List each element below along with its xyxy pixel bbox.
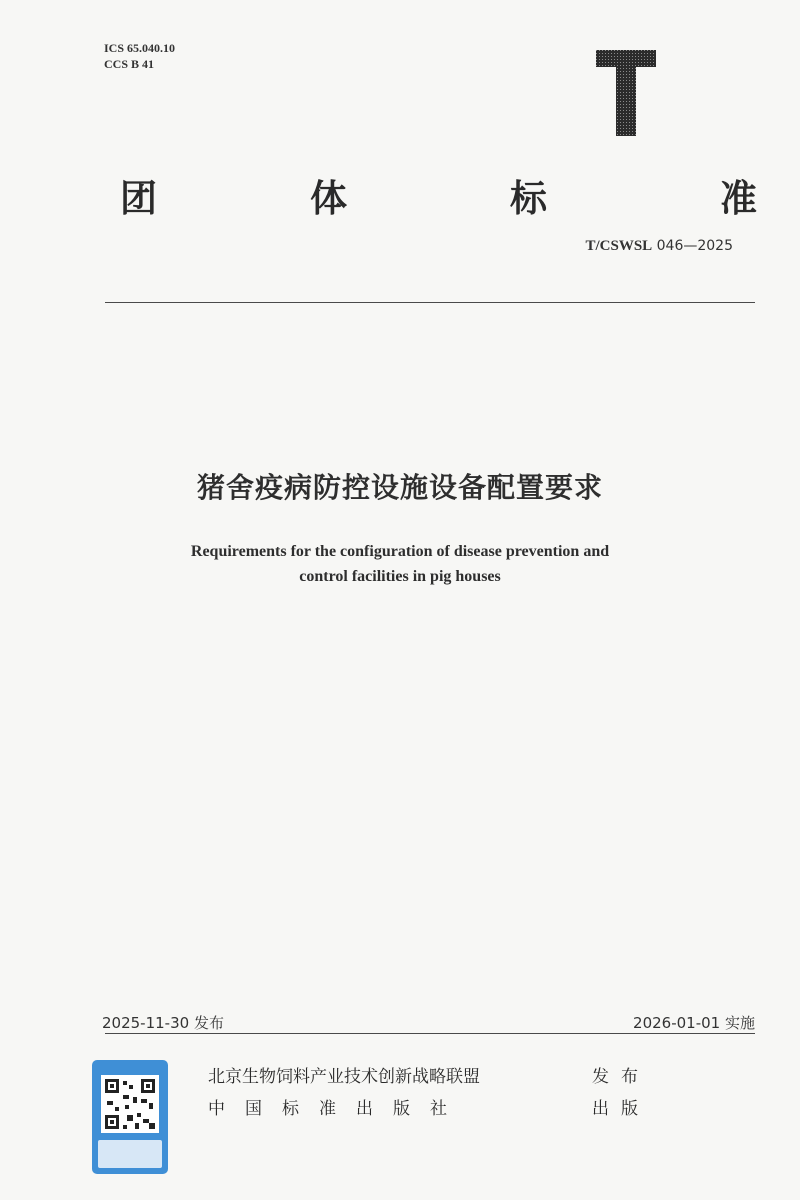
bottom-divider <box>105 1033 755 1034</box>
label-footer <box>98 1140 162 1168</box>
classification-codes <box>104 40 175 72</box>
qr-code-icon <box>101 1075 159 1133</box>
type-char: 体 <box>310 177 347 220</box>
top-divider <box>105 302 755 303</box>
ccs-code: CCS B 41 <box>104 57 155 71</box>
title-english <box>0 539 800 589</box>
press-role: 出版 <box>592 1099 650 1119</box>
press-name: 中国标准出版社 <box>208 1099 467 1119</box>
standard-number <box>585 238 733 255</box>
type-char: 标 <box>510 177 547 220</box>
standard-prefix: T/CSWSL <box>585 238 653 254</box>
title-english-line: control facilities in pig houses <box>299 568 501 585</box>
publishing-organization: 北京生物饲料产业技术创新战略联盟 <box>208 1067 480 1087</box>
type-char: 团 <box>120 177 157 220</box>
standard-code: 046—2025 <box>656 238 733 254</box>
anti-counterfeit-label <box>92 1060 168 1174</box>
publishing-role: 发布 <box>592 1067 650 1087</box>
title-english-line: Requirements for the configuration of disease prevention and <box>190 543 610 560</box>
standard-type-heading <box>100 168 760 228</box>
standard-type-letter-logo <box>596 50 656 136</box>
ics-code: ICS 65.040.10 <box>104 41 176 55</box>
type-char: 准 <box>720 177 757 220</box>
title-chinese: 猪舍疫病防控设施设备配置要求 <box>196 471 603 504</box>
issue-date: 2025-11-30 发布 <box>102 1014 224 1032</box>
implementation-date: 2026-01-01 实施 <box>633 1014 755 1032</box>
